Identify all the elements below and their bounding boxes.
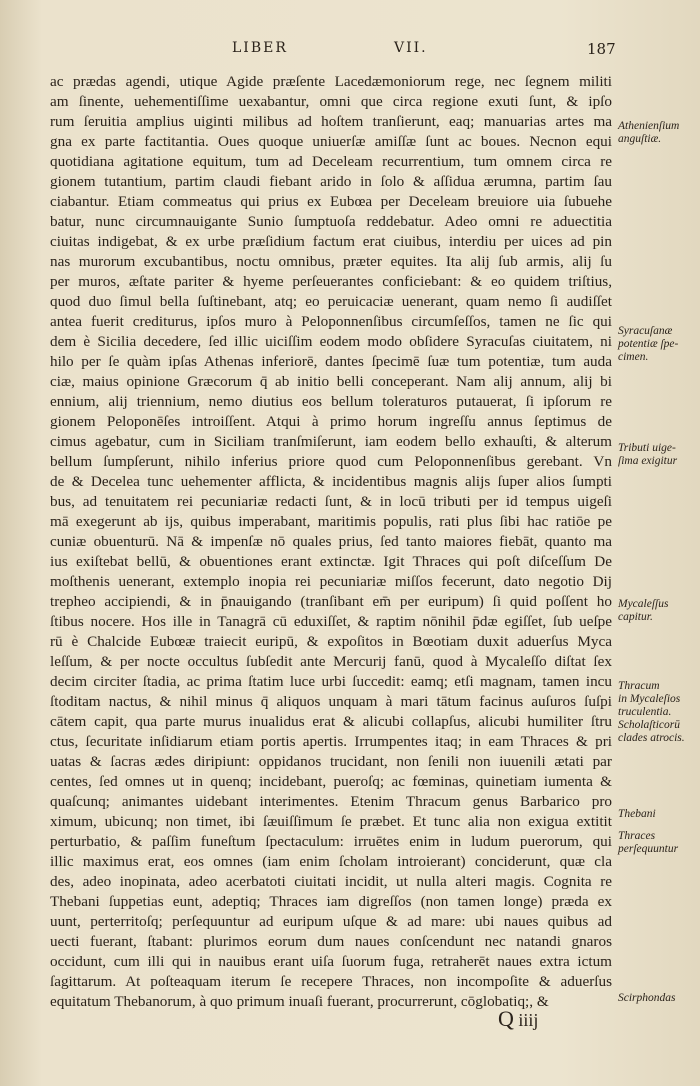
text-line: ciæ, maius opinione Græcorum q̄ ab initio belli conceperant. Nam alij annum, alij bi [50, 373, 612, 390]
text-line: trepheo accipiendi, & in p̄nauigando (tranſibant em̄ per euripum) ſi quid poſſent ho [50, 593, 612, 610]
signature-mark: Q iiij [498, 1006, 539, 1031]
text-line: cātem capit, qua parte murus inualidus erat & alicubi collapſus, alicubi humiliter ſtru [50, 713, 612, 730]
text-line: gionem tutantium, partim claudi fiebant arido in ſolo & aſſidua ærumna, partim ſau [50, 173, 612, 190]
marginal-note: Scirphondas [618, 992, 676, 1004]
text-line: equitatum Thebanorum, à quo primum inuaſi fuerant, procurrerunt, cōglobatiq;, & [50, 993, 549, 1010]
text-line: ſtoditam nactus, & nihil minus q̄ aliquos unquam à mari tātum facinus auſuros ſuſpi [50, 693, 612, 710]
text-line: de & Decelea tunc uehementer afflicta, & incidentibus magnis alijs ſuper alios ſumpti [50, 473, 612, 490]
text-line: quaſcunq; animantes uidebant interimentes. Etenim Thracum genus Barbarico pro [50, 793, 612, 810]
marginal-note: Syracuſanæ potentiæ ſpe- cimen. [618, 325, 679, 363]
text-line: uatas & ſacras ædes diripiunt: oppidanos trucidant, non ſenili non iuuenili ætati par [50, 753, 612, 770]
header-chapter: VII. [394, 40, 428, 56]
header-liber: LIBER [232, 40, 288, 56]
text-line: nas murorum excubantibus, noctu omnibus, præter equites. Ita alij ſub armis, alij ſu [50, 253, 612, 270]
text-line: cuniæ obuenturū. Nā & impenſæ nō quales prius, ſed tanto maiores fiebāt, quanto ma [50, 533, 612, 550]
text-line: decim circiter ſtadia, ac prima ſtatim luce urbi ſuccedit: eamq; etſi magnam, tamen incu [50, 673, 612, 690]
text-line: ximum, ubicunq; non timet, ibi ſæuiſſimum ſe præbet. Et tunc alia non exigua extitit [50, 813, 612, 830]
text-line: ciuitas indigebat, & ex urbe præſidium factum erat ciuibus, interdiu per uices ad pin [50, 233, 612, 250]
text-line: leſſum, & per nocte occultus ſubſedit ante Mercurij fanū, quod à Mycaleſſo diſtat ſex [50, 653, 612, 670]
text-line: quotidiana agitatione equitum, tum ad Deceleam recurrentium, tum omnem circa re [50, 153, 612, 170]
text-line: quod duo ſimul bella ſuſtinebant, atq; eo peruicaciæ uenerant, quam nemo ſi audiſſet [50, 293, 612, 310]
main-text [50, 72, 612, 1012]
marginal-note: Thebani [618, 808, 656, 820]
text-line: ciabantur. Etiam commeatus qui prius ex Eubœa per Deceleam breuiore uia ſubuehe [50, 193, 612, 210]
text-line: bellum ſumpſerunt, nihilo inferius priore quod cum Peloponnenſibus gerebant. Vn [50, 453, 612, 470]
text-line: uunt, perterritoſq; perſequuntur ad euripum uſque & ad mare: ubi naues quibus ad [50, 913, 612, 930]
text-line: rū è Chalcide Eubœæ traiecit euripū, & expoſitos in Bœotiam duxit aduerſus Myca [50, 633, 612, 650]
text-line: per muros, æſtate pariter & hyeme perſeuerantes conficiebant: & eo quidem triſtius, [50, 273, 612, 290]
text-line: gionem Peloponēſes introiſſent. Atqui à primo horum ingreſſu annus ſeptimus de [50, 413, 612, 430]
marginal-note: Thracum in Mycaleſios truculentia. Scholaſticorū clades atrocis. [618, 680, 685, 744]
text-line: gna ex parte factitantia. Oues quoque uniuerſæ amiſſæ ſunt ac boues. Necnon equi [50, 133, 612, 150]
text-line: occidunt, cum illi qui in nauibus erant uiſa ſuorum fuga, retraherēt naues extra ictum [50, 953, 612, 970]
text-line: cimus agebatur, cum in Siciliam tranſmiſerunt, iam eodem bello exhauſti, & alterum [50, 433, 612, 450]
text-line: bus, ad tenuitatem rei pecuniariæ redacti ſunt, & in locū tributi per id tempus uigeſi [50, 493, 612, 510]
text-line: des, adeo inopinata, adeo acerbatoti ciuitati incidit, ut nulla alteri magis. Cognita re [50, 873, 612, 890]
text-line: ius exiſtebat bellū, & obuentiones erant extinctæ. Igit Thraces qui poſt diſceſſum De [50, 553, 612, 570]
text-line: moſthenis uenerant, extemplo inopia rei pecuniariæ miſſos fecerunt, dato negotio Dij [50, 573, 612, 590]
text-line: mā exegerunt ab ijs, quibus imperabant, maritimis populis, rati plus ſibi hac ratiōe pe [50, 513, 612, 530]
text-line: antea fuerit crediturus, ipſos muro à Peloponnenſibus circumſeſſos, tamen ne ſic qui [50, 313, 612, 330]
text-line: hilo per ſe quàm ipſas Athenas inferiorē, dantes ſpecimē ſuæ tum potentiæ, tum auda [50, 353, 612, 370]
text-line: batur, nunc circumnauigante Sunio ſumptuoſa reddebatur. Adeo omni re aduectitia [50, 213, 612, 230]
text-line: ac prædas agendi, utique Agide præſente Lacedæmoniorum rege, nec ſegnem militi [50, 73, 612, 90]
marginal-note: Mycaleſſus capitur. [618, 598, 669, 623]
marginal-note: Tributi uige- ſima exigitur [618, 442, 678, 467]
page-number: 187 [587, 40, 616, 58]
text-line: rum ſeruitia amplius uiginti milibus ad hoſtem tranſierunt, eaq; manuarias artes ma [50, 113, 612, 130]
text-line: am ſinente, uehementiſſime uexabantur, omni que circa regione exuti ſunt, & ipſo [50, 93, 612, 110]
text-line: centes, ſed omnes ut in quenq; incidebant, pueroſq; ac fœminas, quinetiam iumenta & [50, 773, 612, 790]
marginal-note: Athenienſium anguſtiæ. [618, 120, 680, 145]
running-header [0, 40, 700, 62]
text-line: ſtibus nocere. Hos ille in Tanagrā cū eduxiſſet, & raptim nōnihil p̄dæ egiſſet, ſub ueſpe [50, 613, 612, 630]
text-line: ctus, ſecuritate inſidiarum etiam portis apertis. Irrumpentes itaq; in eam Thraces & pri [50, 733, 612, 750]
text-line: ſagittarum. At poſteaquam iterum ſe recepere Thraces, non incompoſite & aduerſus [50, 973, 612, 990]
marginal-note: Thraces perſequuntur [618, 830, 679, 855]
text-line: dem è Sicilia decedere, ſed illic uiciſſim eodem modo obſidere Syracuſas ciuitatem, ni [50, 333, 612, 350]
text-line: illic maximus erat, eos omnes (iam enim ſcholam introierant) conciderunt, quæ cla [50, 853, 612, 870]
text-line: Thebani ſuppetias eunt, adeptiq; Thraces iam digreſſos (non tamen longe) præda ex [50, 893, 612, 910]
text-line: perturbatio, & paſſim funeſtum ſpectaculum: irruētes enim in ludum puerorum, qui [50, 833, 612, 850]
text-line: ennium, alij triennium, nemo diutius eos bellum toleraturos putauerat, ſi ipſorum re [50, 393, 612, 410]
text-line: uecti fuerant, ſtabant: plurimos eorum dum naues conſcendunt nec natandi gnaros [50, 933, 612, 950]
